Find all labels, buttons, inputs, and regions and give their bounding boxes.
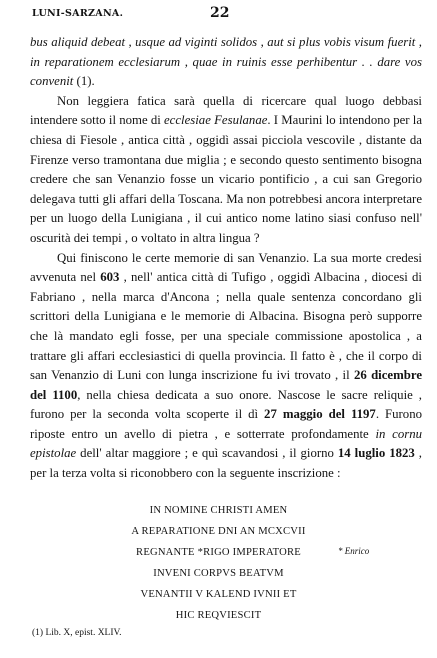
paragraph xyxy=(30,33,422,92)
text-run: 603 xyxy=(100,270,120,285)
text-run: 14 luglio 1823 xyxy=(337,446,415,461)
body-text xyxy=(30,33,422,484)
inscription-side-note: * Enrico xyxy=(338,546,370,556)
text-run: , per la terza volta si riconobbero con la seguente inscrizione : xyxy=(30,446,422,481)
text-run: Non leggiera fatica sarà quella di ricercare qual luogo debbasi intendere sotto il nome di xyxy=(30,93,422,128)
text-run: . Furono riposte entro un avello di pietra , e sotterrate profondamente xyxy=(30,407,422,441)
text-run: dell' altar maggiore ; e quì scavandosi , il giorno xyxy=(76,446,338,461)
text-run: . I Maurini lo intendono per la chiesa di Fiesole , antica città , oggidì assai picciola vescovile , distante da Firenze verso tramontana due miglia ; e secondo questo sentimento bisogna credere che san Venanzio fosse un vicario pontificio , a cui san Gregorio delegava tutti gli affari della Toscana. Ma non potrebbesi ancora interpretare per un luogo della Lunigiana , il cui antico nome latino siasi confuso nell' oscurità dei tempi , o voltato in altra lingua ? xyxy=(30,113,422,245)
inscription-line-3: REGNANTE *RIGO IMPERATORE xyxy=(136,547,301,558)
text-run: in cornu epistolae xyxy=(30,426,423,461)
inscription-line-4: INVENI CORPVS BEATVM xyxy=(153,568,284,579)
text-run: (1). xyxy=(73,74,95,89)
text-run: , nell' antica città di Tufigo , oggidì Albacina , diocesi di Fabriano , nella marca d'Ancona ; nella quale sentenza concordano gli scrittori della Lunigiana e le memorie di Albacina. Bisogna però supporre che là mandato egli fosse, per una speciale commissione apostolica , a trattare gli affari ecclesiastici di quella provincia. Il fatto è , che il corpo di san Venanzio di Luni con lunga inscrizione fu ivi trovato , il xyxy=(30,270,422,383)
footnote: (1) Lib. X, epist. XLIV. xyxy=(32,628,122,638)
inscription-line-6: HIC REQVIESCIT xyxy=(175,610,262,621)
text-run: 27 maggio del 1197 xyxy=(264,407,376,422)
text-run: 26 dicembre del 1100 xyxy=(30,368,423,402)
paragraph xyxy=(30,249,422,484)
paragraph xyxy=(30,92,422,249)
page-number: 22 xyxy=(210,5,230,21)
running-title: LUNI-SARZANA. xyxy=(32,8,124,19)
inscription-line-5: VENANTII V KALEND IVNII ET xyxy=(140,589,297,600)
inscription-line-2: A REPARATIONE DNI AN MCXCVII xyxy=(131,526,306,537)
text-run: ecclesiae Fesulanae xyxy=(164,113,268,128)
text-run: bus aliquid debeat , usque ad viginti solidos , aut si plus vobis visum fuerit , in reparationem ecclesiarum , quae in ruinis esse perhibentur . . dare vos convenit xyxy=(30,35,422,89)
inscription-line-1: IN NOMINE CHRISTI AMEN xyxy=(149,505,288,516)
text-run: Qui finiscono le certe memorie di san Venanzio. La sua morte credesi avvenuta nel xyxy=(30,250,422,285)
text-run: , nella chiesa dedicata a suo onore. Nascose le sacre reliquie , furono per la seconda volta scoperte il dì xyxy=(30,387,422,422)
